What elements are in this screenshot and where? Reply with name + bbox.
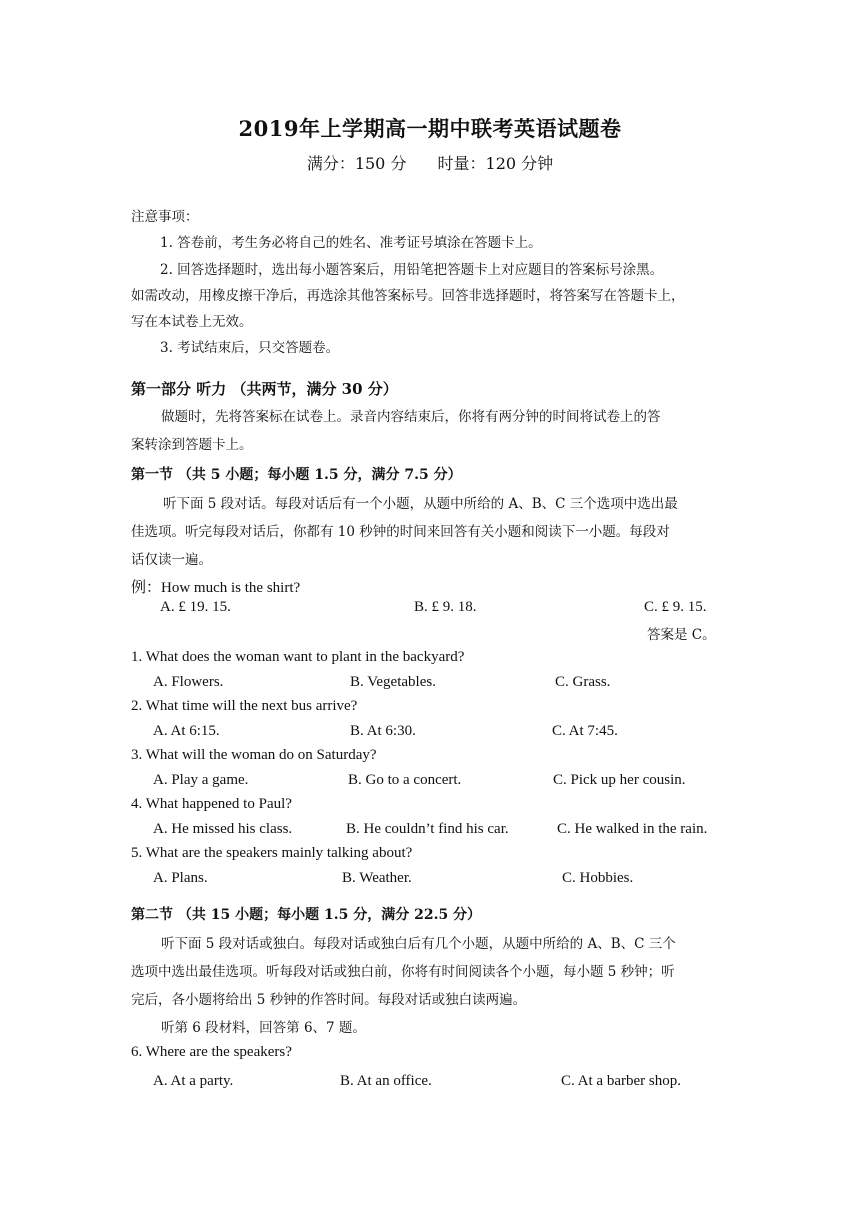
question-1: 1. What does the woman want to plant in the backyard? (131, 649, 465, 665)
question-6-option-c: C. At a barber shop. (561, 1073, 681, 1089)
example-option-a: A. £ 19. 15. (160, 599, 231, 615)
notice-item-1: 1. 答卷前，考生务必将自己的姓名、准考证号填涂在答题卡上。 (160, 235, 542, 251)
notice-item-2-line-2: 如需改动，用橡皮擦干净后，再选涂其他答案标号。回答非选择题时，将答案写在答题卡上， (131, 288, 685, 304)
full-score: 满分：150 分 (306, 154, 407, 173)
section2-intro-line-1: 听下面 5 段对话或独白。每段对话或独白后有几个小题，从题中所给的 A、B、C 三个 (161, 936, 676, 952)
question-2-option-a: A. At 6:15. (153, 723, 220, 739)
question-3-option-c: C. Pick up her cousin. (553, 772, 686, 788)
example-option-c: C. £ 9. 15. (644, 599, 707, 615)
question-6-option-b: B. At an office. (340, 1073, 432, 1089)
question-5-option-b: B. Weather. (342, 870, 412, 886)
notice-item-2-line-1: 2. 回答选择题时，选出每小题答案后，用铅笔把答题卡上对应题目的答案标号涂黑。 (160, 262, 664, 278)
part1-intro-line-2: 案转涂到答题卡上。 (131, 437, 253, 453)
question-5-option-a: A. Plans. (153, 870, 208, 886)
question-1-option-b: B. Vegetables. (350, 674, 436, 690)
notice-item-3: 3. 考试结束后，只交答题卷。 (160, 340, 340, 356)
part1-intro-line-1: 做题时，先将答案标在试卷上。录音内容结束后，你将有两分钟的时间将试卷上的答 (161, 409, 661, 425)
section1-intro-line-2: 佳选项。听完每段对话后，你都有 10 秒钟的时间来回答有关小题和阅读下一小题。每段对 (131, 524, 670, 540)
part1-heading: 第一部分 听力 （共两节，满分 30 分） (131, 380, 398, 398)
exam-title: 2019年上学期高一期中联考英语试题卷 (238, 116, 622, 141)
question-2: 2. What time will the next bus arrive? (131, 698, 358, 714)
question-5-option-c: C. Hobbies. (562, 870, 634, 886)
question-2-option-b: B. At 6:30. (350, 723, 416, 739)
question-1-option-c: C. Grass. (555, 674, 611, 690)
section2-heading: 第二节 （共 15 小题；每小题 1.5 分，满分 22.5 分） (131, 907, 482, 923)
question-3: 3. What will the woman do on Saturday? (131, 747, 377, 763)
section1-heading: 第一节 （共 5 小题；每小题 1.5 分，满分 7.5 分） (131, 467, 462, 483)
question-4: 4. What happened to Paul? (131, 796, 292, 812)
example-question: 例：How much is the shirt? (131, 580, 301, 596)
exam-subtitle (0, 151, 860, 174)
example-answer: 答案是 C。 (647, 627, 716, 643)
question-4-option-c: C. He walked in the rain. (557, 821, 708, 837)
question-2-option-c: C. At 7:45. (552, 723, 618, 739)
question-1-option-a: A. Flowers. (153, 674, 224, 690)
question-3-option-a: A. Play a game. (153, 772, 249, 788)
question-4-option-a: A. He missed his class. (153, 821, 293, 837)
notice-item-2-line-3: 写在本试卷上无效。 (131, 314, 253, 330)
section2-intro-line-2: 选项中选出最佳选项。听每段对话或独白前，你将有时间阅读各个小题，每小题 5 秒钟；听 (131, 964, 675, 980)
question-6: 6. Where are the speakers? (131, 1044, 292, 1060)
question-3-option-b: B. Go to a concert. (348, 772, 462, 788)
section2-intro-line-3: 完后，各小题将给出 5 秒钟的作答时间。每段对话或独白读两遍。 (131, 992, 527, 1008)
material-6-instruction: 听第 6 段材料，回答第 6、7 题。 (161, 1020, 366, 1036)
section1-intro-line-1: 听下面 5 段对话。每段对话后有一个小题，从题中所给的 A、B、C 三个选项中选出最 (163, 496, 678, 512)
question-6-option-a: A. At a party. (153, 1073, 234, 1089)
question-5: 5. What are the speakers mainly talking about? (131, 845, 413, 861)
time-limit: 时量：120 分钟 (437, 154, 554, 173)
example-option-b: B. £ 9. 18. (414, 599, 477, 615)
notice-heading: 注意事项： (131, 209, 199, 225)
question-4-option-b: B. He couldn’t find his car. (346, 821, 509, 837)
section1-intro-line-3: 话仅读一遍。 (131, 552, 212, 568)
